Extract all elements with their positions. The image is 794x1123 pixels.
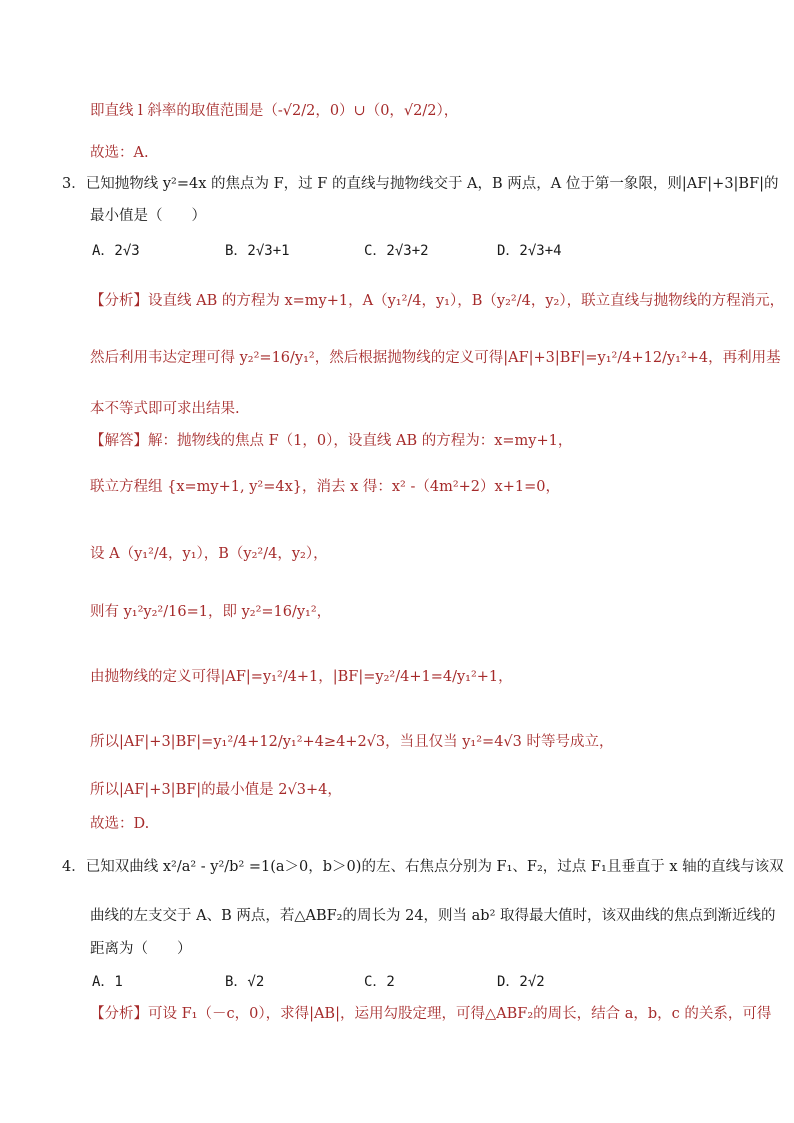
question-4-text-1: 4．已知双曲线 x²/a² - y²/b² =1(a＞0，b＞0)的左、右焦点分别为 F₁、F₂，过点 F₁且垂直于 x 轴的直线与该双 (62, 859, 784, 875)
range-line: 即直线 l 斜率的取值范围是（-√2/2，0）∪（0，√2/2）， (90, 103, 459, 119)
answer-choice-a: 故选：A. (90, 145, 149, 161)
q3-answer-line-5: 由抛物线的定义可得|AF|=y₁²/4+1，|BF|=y₂²/4+1=4/y₁²+1， (90, 669, 513, 685)
q3-option-a: A．2√3 (92, 243, 140, 259)
q3-answer-line-1: 【解答】解：抛物线的焦点 F（1，0），设直线 AB 的方程为：x=my+1， (90, 433, 573, 449)
q3-answer-line-7: 所以|AF|+3|BF|的最小值是 2√3+4， (90, 782, 342, 798)
question-4-text-2: 曲线的左支交于 A、B 两点，若△ABF₂的周长为 24，则当 ab² 取得最大值时，该双曲线的焦点到渐近线的 (90, 908, 776, 924)
answer-choice-d: 故选：D. (90, 816, 150, 832)
q3-analysis-line-2: 然后利用韦达定理可得 y₂²=16/y₁²，然后根据抛物线的定义可得|AF|+3|BF|=y₁²/4+12/y₁²+4，再利用基 (90, 350, 781, 366)
q4-analysis-line-1: 【分析】可设 F₁（－c，0），求得|AB|，运用勾股定理，可得△ABF₂的周长，结合 a，b，c 的关系，可得 (90, 1006, 772, 1022)
q4-option-a: A．1 (92, 974, 123, 990)
q3-analysis-line-1: 【分析】设直线 AB 的方程为 x=my+1，A（y₁²/4，y₁），B（y₂²/4，y₂），联立直线与抛物线的方程消元， (90, 293, 785, 309)
q4-option-c: C．2 (364, 974, 395, 990)
question-3-text-2: 最小值是（ ） (90, 208, 206, 224)
question-3-text-1: 3．已知抛物线 y²=4x 的焦点为 F，过 F 的直线与抛物线交于 A，B 两点，A 位于第一象限，则|AF|+3|BF|的 (62, 176, 779, 192)
q3-answer-line-6: 所以|AF|+3|BF|=y₁²/4+12/y₁²+4≥4+2√3，当且仅当 y₁²=4√3 时等号成立， (90, 734, 614, 750)
analysis-label: 【分析】 (90, 1006, 148, 1022)
q3-answer-line-4: 则有 y₁²y₂²/16=1，即 y₂²=16/y₁²， (90, 604, 332, 620)
q3-analysis-line-3: 本不等式即可求出结果. (90, 401, 240, 417)
q4-option-b: B．√2 (225, 974, 265, 990)
q3-option-c: C．2√3+2 (364, 243, 429, 259)
question-4-text-3: 距离为（ ） (90, 941, 192, 957)
answer-label: 【解答】 (90, 433, 148, 449)
analysis-label: 【分析】 (90, 293, 148, 309)
q3-option-d: D．2√3+4 (497, 243, 562, 259)
q3-answer-line-2: 联立方程组 {x=my+1, y²=4x}，消去 x 得：x² -（4m²+2）x+1=0， (90, 479, 560, 495)
q4-option-d: D．2√2 (497, 974, 545, 990)
q3-option-b: B．2√3+1 (225, 243, 290, 259)
q3-answer-line-3: 设 A（y₁²/4，y₁），B（y₂²/4，y₂）， (90, 546, 328, 562)
